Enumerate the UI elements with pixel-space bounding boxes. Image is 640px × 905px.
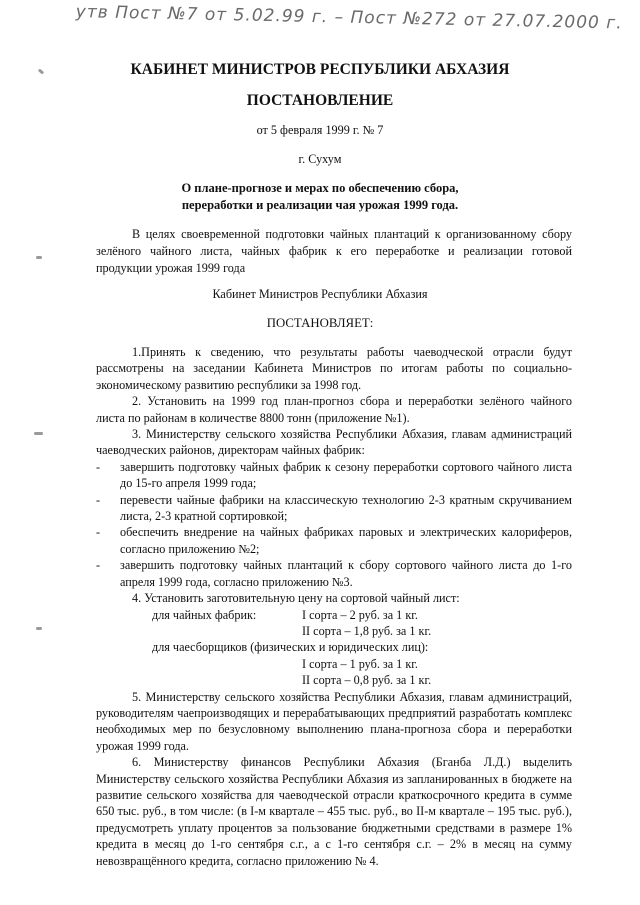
scan-speck	[34, 432, 43, 435]
cabinet-line: Кабинет Министров Республики Абхазия	[212, 287, 428, 301]
dash-bullet: -	[96, 459, 101, 474]
intro-paragraph: В целях своевременной подготовки чайных плантаций к организованному сбору зелёного чайного листа, чайных фабрик к его переработке и реализации готовой продукции урожая 1999 года	[96, 227, 572, 275]
dash-bullet: -	[96, 492, 101, 507]
document-subject	[110, 180, 530, 214]
handwritten-note: утв Пост №7 от 5.02.99 г. – Пост №272 от 27.07.2000 г.	[75, 2, 623, 34]
dash-bullet: -	[96, 525, 101, 540]
subject-line: О плане-прогнозе и мерах по обеспечению сбора,	[181, 181, 459, 195]
scan-speck	[36, 627, 42, 630]
item-1: 1.Принять к сведению, что результаты работы чаеводческой отрасли будут рассмотрены на заседании Кабинета Министров по итогам работы по социально-экономическому развитию республики за 1998 год.	[96, 345, 572, 392]
dash-item: - завершить подготовку чайных плантаций к сбору сортового чайного листа до 1-го апреля 1999 года, согласно приложению №3.	[96, 558, 572, 589]
document-place: г. Сухум	[298, 152, 342, 166]
scan-speck	[36, 256, 42, 259]
subject-line: переработки и реализации чая урожая 1999 года.	[181, 198, 459, 212]
price-row	[96, 672, 572, 688]
price-value: II сорта – 1,8 руб. за 1 кг.	[302, 623, 432, 638]
dash-item: - перевести чайные фабрики на классическую технологию 2-3 кратным скручиванием листа, 2-3 кратной сортировкой;	[96, 492, 572, 524]
item-3: 3. Министерству сельского хозяйства Республики Абхазия, главам администраций чаеводческих районов, директорам чайных фабрик:	[96, 427, 572, 458]
price-value: I сорта – 2 руб. за 1 кг.	[302, 607, 418, 622]
dash-item: - завершить подготовку чайных фабрик к сезону переработки сортового чайного листа до 15-го апреля 1999 года;	[96, 459, 572, 491]
item-2: 2. Установить на 1999 год план-прогноз сбора и переработки зелёного чайного листа по районам в количестве 8800 тонн (приложение №1).	[96, 394, 572, 425]
price-value: I сорта – 1 руб. за 1 кг.	[302, 656, 418, 671]
dash-bullet: -	[96, 558, 101, 573]
item-4: 4. Установить заготовительную цену на сортовой чайный лист:	[132, 591, 460, 606]
resolves-heading: ПОСТАНОВЛЯЕТ:	[266, 316, 374, 330]
document-type: ПОСТАНОВЛЕНИЕ	[246, 92, 394, 109]
dash-item: - обеспечить внедрение на чайных фабриках паровых и электрических калориферов, согласно приложению №2;	[96, 525, 572, 556]
document-date-number: от 5 февраля 1999 г. № 7	[256, 123, 384, 137]
price-group-label: для чайных фабрик:	[152, 607, 257, 622]
price-value: II сорта – 0,8 руб. за 1 кг.	[302, 673, 432, 688]
price-row	[96, 607, 572, 623]
organization-title: КАБИНЕТ МИНИСТРОВ РЕСПУБЛИКИ АБХАЗИЯ	[130, 61, 510, 78]
price-row	[96, 623, 572, 639]
resolution-body	[96, 344, 572, 869]
price-row	[96, 656, 572, 672]
price-group-label: для чаесборщиков (физических и юридических лиц):	[152, 640, 429, 655]
item-5: 5. Министерству сельского хозяйства Республики Абхазия, главам администраций, руководителям чаепроизводящих и перерабатывающих предприятий разработать комплекс необходимых мер по безусловному выполнению плана-прогноза сбора и переработки урожая 1999 года.	[96, 689, 572, 753]
item-6: 6. Министерству финансов Республики Абхазия (Бганба Л.Д.) выделить Министерству сельского хозяйства Республики Абхазия из запланированных в бюджете на развитие сельского хозяйства для чаеводческой отрасли краткосрочного кредита в сумме 650 тыс. руб., в том числе: (в I-м квартале – 455 тыс. руб., во II-м квартале – 195 тыс. руб.), предусмотреть уплату процентов за пользование бюджетными средствами в размере 1% кредита в месяц до 1-го сентября с.г., а с 1-го сентября с.г. – 2% в месяц на сумму невозвращённого кредита, согласно приложению № 4.	[96, 755, 572, 868]
